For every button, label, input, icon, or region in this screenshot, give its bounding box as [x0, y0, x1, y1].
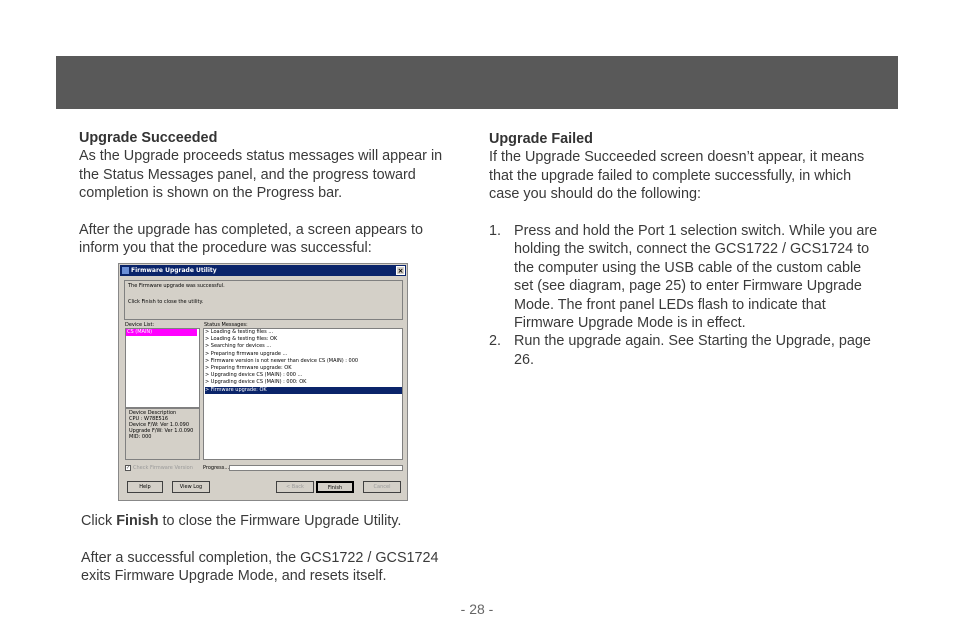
device-description	[125, 408, 200, 460]
status-message: > Upgrading device CS (MAIN) : 000: OK	[205, 379, 307, 386]
progress-label: Progress...	[203, 465, 230, 471]
app-icon	[122, 267, 129, 274]
page-number: - 28 -	[460, 601, 494, 617]
status-message: > Preparing firmware upgrade ...	[205, 350, 288, 357]
device-list[interactable]	[125, 328, 200, 408]
message-line1: The Firmware upgrade was successful.	[128, 283, 225, 289]
step-number: 2.	[489, 333, 502, 350]
device-list-item[interactable]: CS (MAIN)	[126, 329, 197, 336]
upgrade-failed-section	[489, 130, 884, 369]
message-box	[124, 280, 403, 320]
step-text: Run the upgrade again. See Starting the Upgrade, page 26.	[514, 333, 871, 368]
upgrade-succeeded-heading: Upgrade Succeeded	[79, 130, 218, 146]
device-desc-line: CPU : W78E516	[129, 416, 169, 422]
caption-finish: Finish	[116, 513, 159, 529]
device-list-label: Device List:	[125, 322, 155, 328]
list-item	[489, 332, 884, 369]
finish-button[interactable]: Finish	[316, 481, 354, 493]
firmware-utility-screenshot	[118, 263, 408, 501]
device-desc-line: Device Description	[129, 410, 177, 416]
status-messages-label: Status Messages:	[204, 322, 248, 328]
list-item	[489, 222, 884, 332]
status-messages-panel[interactable]	[203, 328, 403, 460]
status-message: > Loading & testing files: OK	[205, 336, 278, 343]
upgrade-failed-para1: If the Upgrade Succeeded screen doesn’t appear, it means that the upgrade failed to complete successfully, in which case you should do the following:	[489, 149, 865, 203]
message-line2: Click Finish to close the utility.	[128, 299, 204, 305]
caption-click: Click	[81, 513, 117, 529]
back-button[interactable]: < Back	[276, 481, 314, 493]
caption-section	[81, 512, 461, 586]
device-desc-line: Upgrade F/W: Ver 1.0.090	[129, 428, 194, 434]
status-message: > Firmware upgrade: OK	[205, 387, 402, 394]
failed-steps-list	[489, 222, 884, 369]
progress-bar	[229, 465, 403, 471]
device-desc-line: Device F/W: Ver 1.0.090	[129, 422, 190, 428]
upgrade-succeeded-section	[79, 129, 459, 258]
close-icon[interactable]: ×	[397, 267, 404, 275]
view-log-button[interactable]: View Log	[172, 481, 210, 493]
check-version-checkbox[interactable]: ✓	[126, 465, 131, 471]
device-desc-line: MID: 000	[129, 434, 152, 440]
after-completion-text: After a successful completion, the GCS1722 / GCS1724 exits Firmware Upgrade Mode, and resets itself.	[81, 549, 439, 585]
header-bar	[56, 56, 898, 109]
caption-rest: to close the Firmware Upgrade Utility.	[158, 513, 402, 529]
step-number: 1.	[489, 223, 502, 240]
help-button[interactable]: Help	[127, 481, 163, 493]
upgrade-failed-heading: Upgrade Failed	[489, 131, 593, 147]
upgrade-succeeded-para1: As the Upgrade proceeds status messages will appear in the Status Messages panel, and the progress toward completion is shown on the Progress bar.	[79, 148, 443, 202]
status-message: > Upgrading device CS (MAIN) : 000 ...	[205, 372, 303, 379]
window-titlebar	[120, 265, 406, 276]
status-message: > Searching for devices ...	[205, 343, 272, 350]
cancel-button[interactable]: Cancel	[363, 481, 401, 493]
status-message: > Firmware version is not newer than device CS (MAIN) : 000	[205, 357, 359, 364]
check-version-label: Check Firmware Version	[133, 465, 193, 471]
step-text: Press and hold the Port 1 selection switch. While you are holding the switch, connect the GCS1722 / GCS1724 to the computer using the USB cable of the custom cable set (see diagram, page 25) to enter Firmware Upgrade Mode. The front panel LEDs flash to indicate that Firmware Upgrade Mode is in effect.	[514, 223, 878, 332]
status-message: > Preparing firmware upgrade: OK	[205, 365, 292, 372]
upgrade-succeeded-para2: After the upgrade has completed, a screen appears to inform you that the procedure was successful:	[79, 222, 423, 257]
click-finish-text	[81, 512, 461, 530]
status-message: > Loading & testing files ...	[205, 329, 274, 335]
window-title: Firmware Upgrade Utility	[131, 267, 217, 274]
